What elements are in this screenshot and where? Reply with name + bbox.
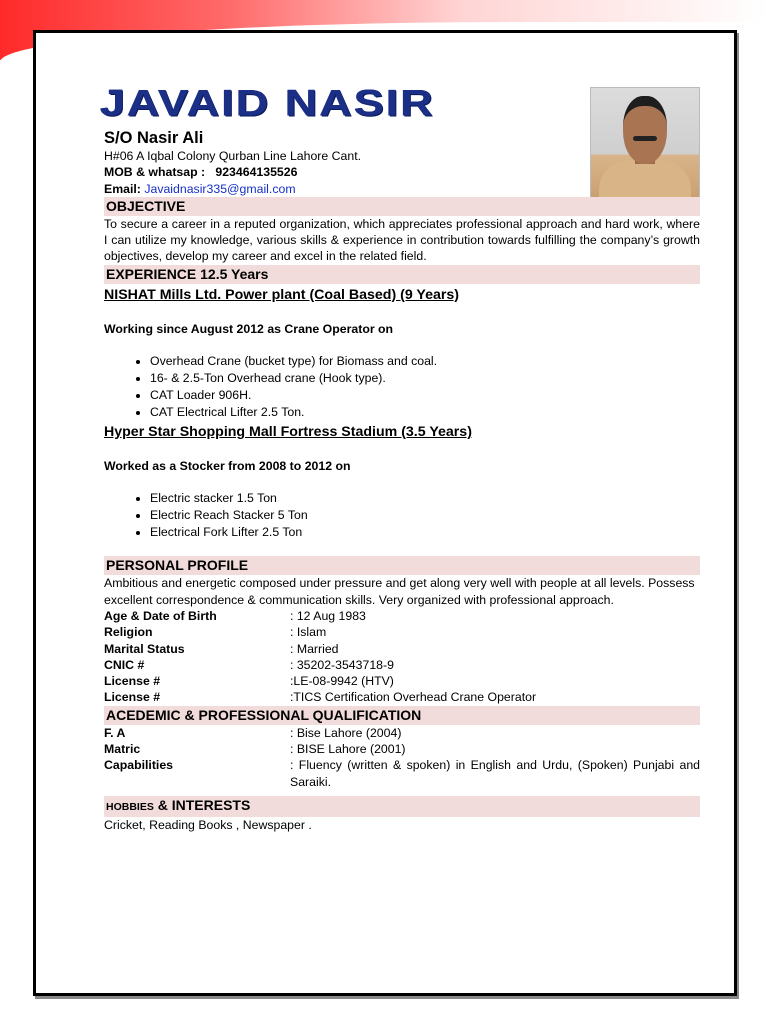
candidate-name: JAVAID NASIR	[100, 81, 435, 124]
resume-content	[100, 81, 700, 833]
list-item: • Electric stacker 1.5 Ton	[150, 490, 700, 507]
hobbies-text: Cricket, Reading Books , Newspaper .	[104, 817, 312, 832]
job-equipment-list	[104, 490, 700, 541]
list-item: • 16- & 2.5-Ton Overhead crane (Hook type).	[150, 370, 700, 387]
email-link[interactable]: Javaidnasir335@gmail.com	[144, 181, 296, 196]
info-row: Matric : BISE Lahore (2001)	[104, 742, 406, 757]
job-equipment-list	[104, 353, 700, 421]
info-row: CNIC # : 35202-3543718-9	[104, 657, 394, 672]
list-item: • Overhead Crane (bucket type) for Biomass and coal.	[150, 353, 700, 370]
job-role: Working since August 2012 as Crane Operator on	[104, 321, 394, 336]
father-name: S/O Nasir Ali	[104, 129, 204, 147]
experience-heading: EXPERIENCE 12.5 Years	[104, 265, 700, 284]
hobbies-heading: HOBBIES & INTERESTS	[104, 796, 700, 817]
objective-heading: OBJECTIVE	[104, 197, 700, 216]
job-role: Worked as a Stocker from 2008 to 2012 on	[104, 459, 351, 474]
info-row: Capabilities : Fluency (written & spoken) in English and Urdu, (Spoken) Punjabi and Saraiki.	[104, 758, 700, 789]
email-line	[104, 181, 700, 197]
info-row: F. A : Bise Lahore (2004)	[104, 725, 402, 740]
list-item: • CAT Loader 906H.	[150, 387, 700, 404]
info-row: Marital Status : Married	[104, 641, 339, 656]
info-row: Religion : Islam	[104, 625, 327, 640]
personal-summary: Ambitious and energetic composed under pressure and get along very well with people at all levels. Possess excellent correspondence & communication skills. Very organized with professional approach.	[104, 576, 695, 607]
address: H#06 A Iqbal Colony Qurban Line Lahore Cant.	[104, 149, 362, 163]
list-item: • Electric Reach Stacker 5 Ton	[150, 507, 700, 524]
objective-text: To secure a career in a reputed organization, which appreciates professional approach and hard work, where I can utilize my knowledge, various skills & experience in contribution towards fulfilling the company’s growth objectives, develop my career and excel in the related field.	[104, 216, 700, 264]
mobile-line	[104, 164, 700, 180]
mobile-value: 923464135526	[215, 165, 298, 180]
email-label: Email:	[104, 181, 141, 196]
mobile-label: MOB & whatsap :	[104, 165, 206, 180]
job-company: Hyper Star Shopping Mall Fortress Stadium (3.5 Years)	[104, 424, 472, 441]
list-item: • CAT Electrical Lifter 2.5 Ton.	[150, 404, 700, 421]
info-row: License # :TICS Certification Overhead Crane Operator	[104, 690, 537, 705]
info-row: Age & Date of Birth : 12 Aug 1983	[104, 608, 366, 623]
job-company: NISHAT Mills Ltd. Power plant (Coal Based) (9 Years)	[104, 286, 460, 303]
list-item: • Electrical Fork Lifter 2.5 Ton	[150, 524, 700, 541]
academic-heading: ACEDEMIC & PROFESSIONAL QUALIFICATION	[104, 706, 700, 725]
personal-profile-heading: PERSONAL PROFILE	[104, 556, 700, 575]
info-row: License # :LE-08-9942 (HTV)	[104, 674, 394, 689]
